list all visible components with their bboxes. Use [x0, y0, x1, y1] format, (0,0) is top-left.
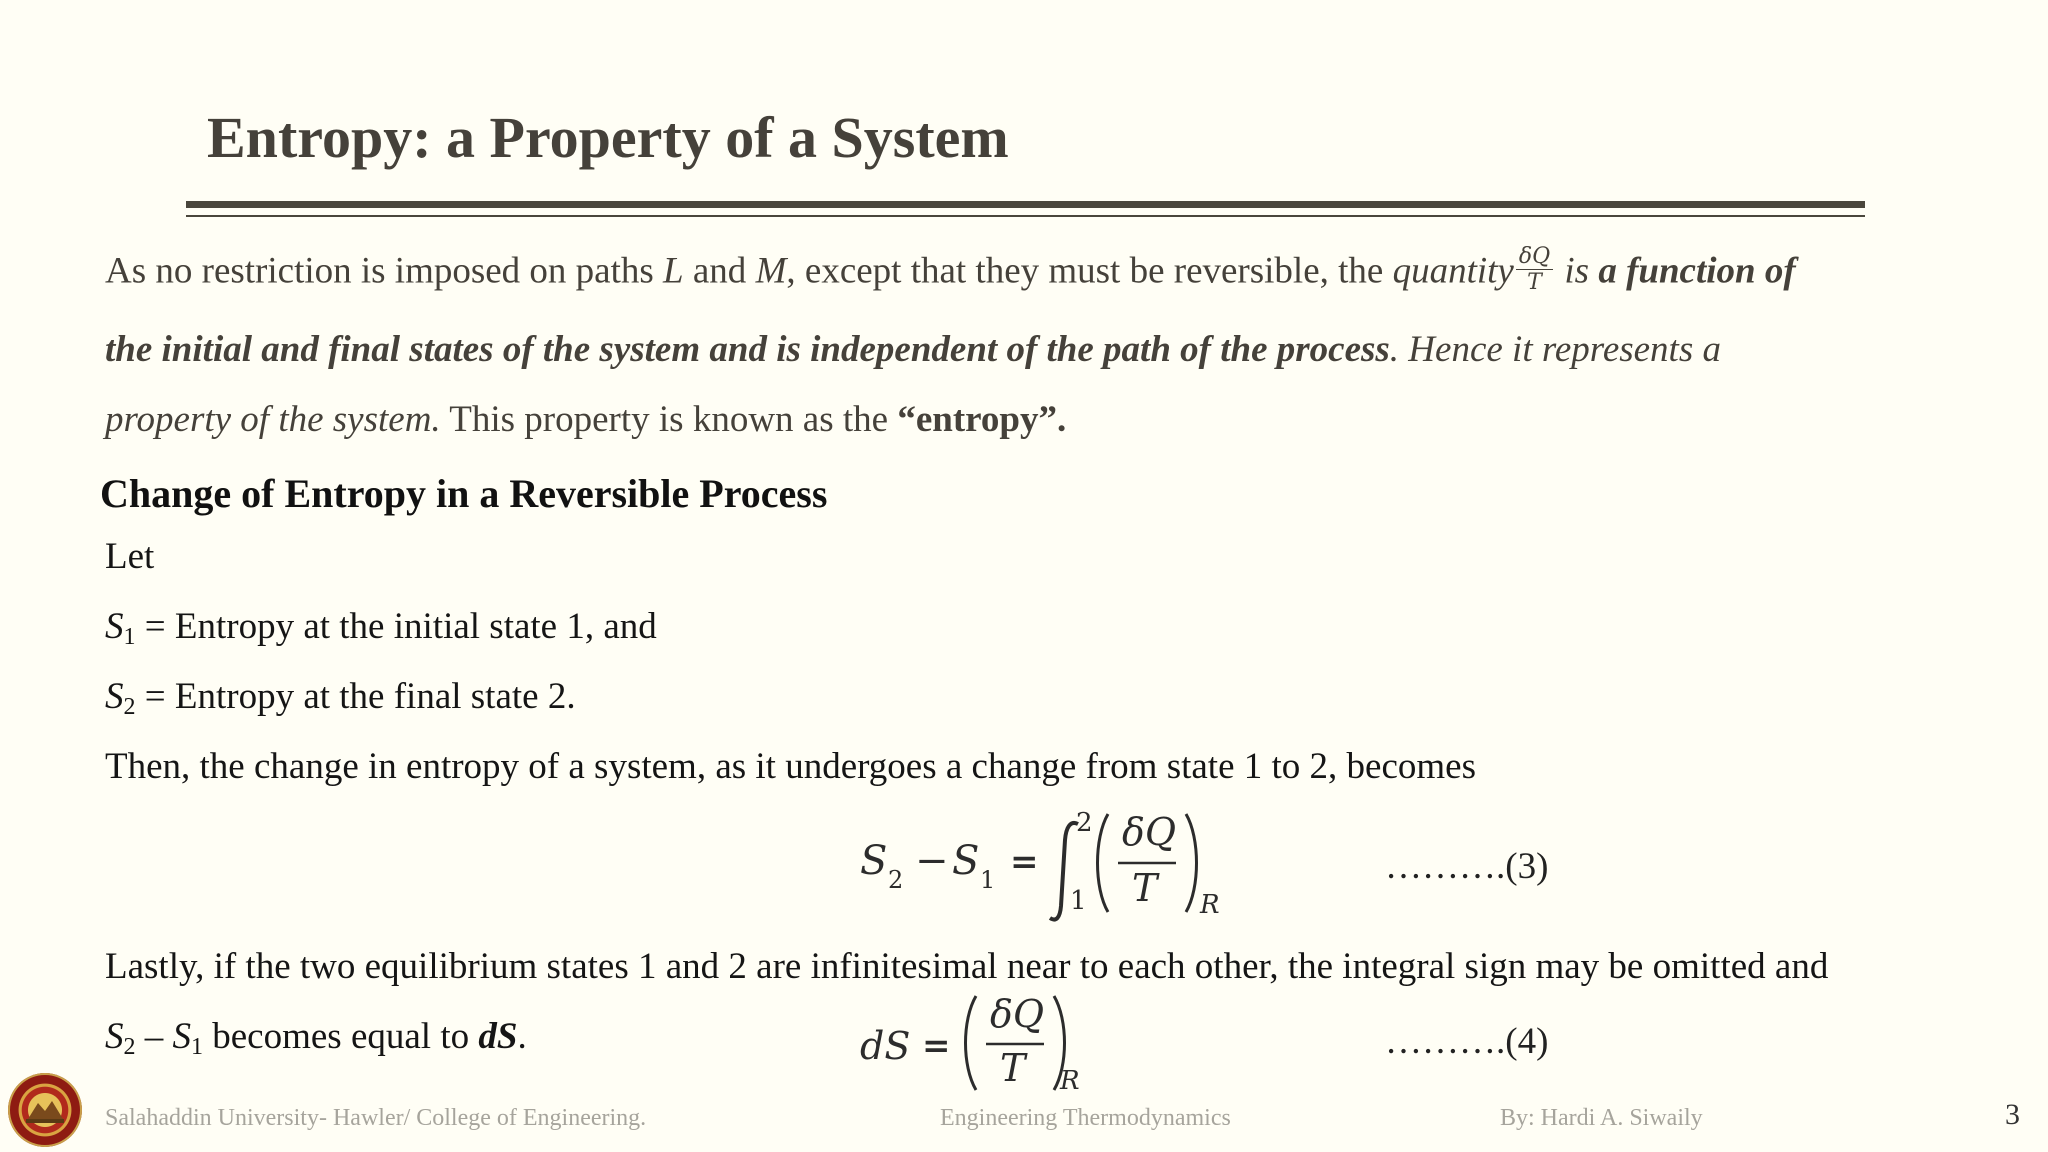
then-line: Then, the change in entropy of a system, as it undergoes a change from state 1 to 2, becomes [105, 746, 1476, 787]
eq3-s2-sub: 2 [888, 866, 904, 894]
ds-line [105, 1015, 527, 1061]
eq3-numerator: δQ [1122, 810, 1177, 854]
ds-text: becomes equal to [203, 1016, 479, 1057]
section-heading: Change of Entropy in a Reversible Process [100, 471, 828, 516]
eq3-upper-limit: 2 [1076, 808, 1093, 838]
intro-line-3 [105, 398, 1066, 441]
intro-text: is [1555, 250, 1599, 292]
equation-4-number: ……….(4) [1385, 1021, 1549, 1062]
title-underline-thin [186, 215, 1865, 217]
eq3-s1-sub: 1 [980, 866, 996, 894]
eq3-equals: = [1010, 842, 1039, 882]
s2-definition [105, 675, 576, 721]
intro-emphasis: a function of [1598, 250, 1796, 292]
university-logo [8, 1073, 82, 1147]
university-seal-icon [8, 1073, 82, 1147]
eq3-minus: − [915, 838, 949, 884]
intro-text: . Hence it represents a [1389, 329, 1721, 370]
s1-symbol: S [172, 1016, 191, 1057]
path-m: M [755, 250, 787, 292]
let-line: Let [105, 536, 155, 577]
dq-over-t-fraction [1516, 244, 1553, 296]
eq4-numerator: δQ [990, 992, 1045, 1036]
s1-subscript: 1 [123, 624, 136, 650]
s2-subscript: 2 [123, 1034, 136, 1060]
footer-course: Engineering Thermodynamics [940, 1105, 1231, 1131]
path-l: L [663, 250, 684, 292]
eq3-denominator: T [1132, 866, 1158, 910]
s2-symbol: S [105, 1016, 124, 1057]
eq3-s1: S [952, 838, 980, 884]
s1-subscript: 1 [191, 1034, 203, 1060]
quantity-word: quantity [1392, 250, 1514, 292]
intro-text: This property is known as the [440, 399, 898, 440]
eq4-subscript-r: R [1060, 1066, 1080, 1096]
fraction-denominator: T [1527, 270, 1542, 296]
s1-text: = Entropy at the initial state 1, and [135, 606, 657, 647]
page-number: 3 [2005, 1098, 2020, 1131]
s1-symbol: S [105, 606, 124, 647]
eq3-lower-limit: 1 [1070, 886, 1087, 916]
intro-text: and [683, 250, 756, 292]
ds-end: . [517, 1016, 527, 1057]
eq3-s2: S [860, 838, 888, 884]
s2-subscript: 2 [123, 694, 136, 720]
footer-institution: Salahaddin University- Hawler/ College of Engineering. [105, 1105, 647, 1131]
intro-emphasis: the initial and final states of the system and is independent of the path of the process [105, 329, 1390, 370]
intro-text: , except that they must be reversible, the [786, 250, 1393, 292]
intro-text: As no restriction is imposed on paths [105, 250, 664, 292]
entropy-term: “entropy”. [897, 399, 1067, 440]
eq3-subscript-r: R [1200, 890, 1220, 920]
equation-3 [860, 800, 1240, 930]
eq4-equals: = [922, 1026, 951, 1066]
title-underline-thick [186, 201, 1865, 208]
eq4-denominator: T [1000, 1046, 1026, 1090]
intro-text: property of the system. [105, 399, 441, 440]
eq4-ds: dS [860, 1024, 911, 1068]
s2-symbol: S [105, 676, 124, 717]
lastly-line: Lastly, if the two equilibrium states 1 and 2 are infinitesimal near to each other, the integral sign may be omitted and [105, 946, 1829, 987]
fraction-numerator: δQ [1516, 244, 1553, 270]
footer-author: By: Hardi A. Siwaily [1500, 1105, 1703, 1131]
ds-term: dS [478, 1016, 518, 1057]
intro-line-1 [105, 244, 1796, 300]
minus-sign: – [135, 1016, 173, 1057]
equation-4 [860, 990, 1100, 1100]
slide-title: Entropy: a Property of a System [207, 105, 1009, 170]
s1-definition [105, 605, 657, 651]
s2-text: = Entropy at the final state 2. [135, 676, 576, 717]
equation-3-number: ……….(3) [1385, 846, 1549, 887]
intro-line-2 [105, 328, 1721, 371]
